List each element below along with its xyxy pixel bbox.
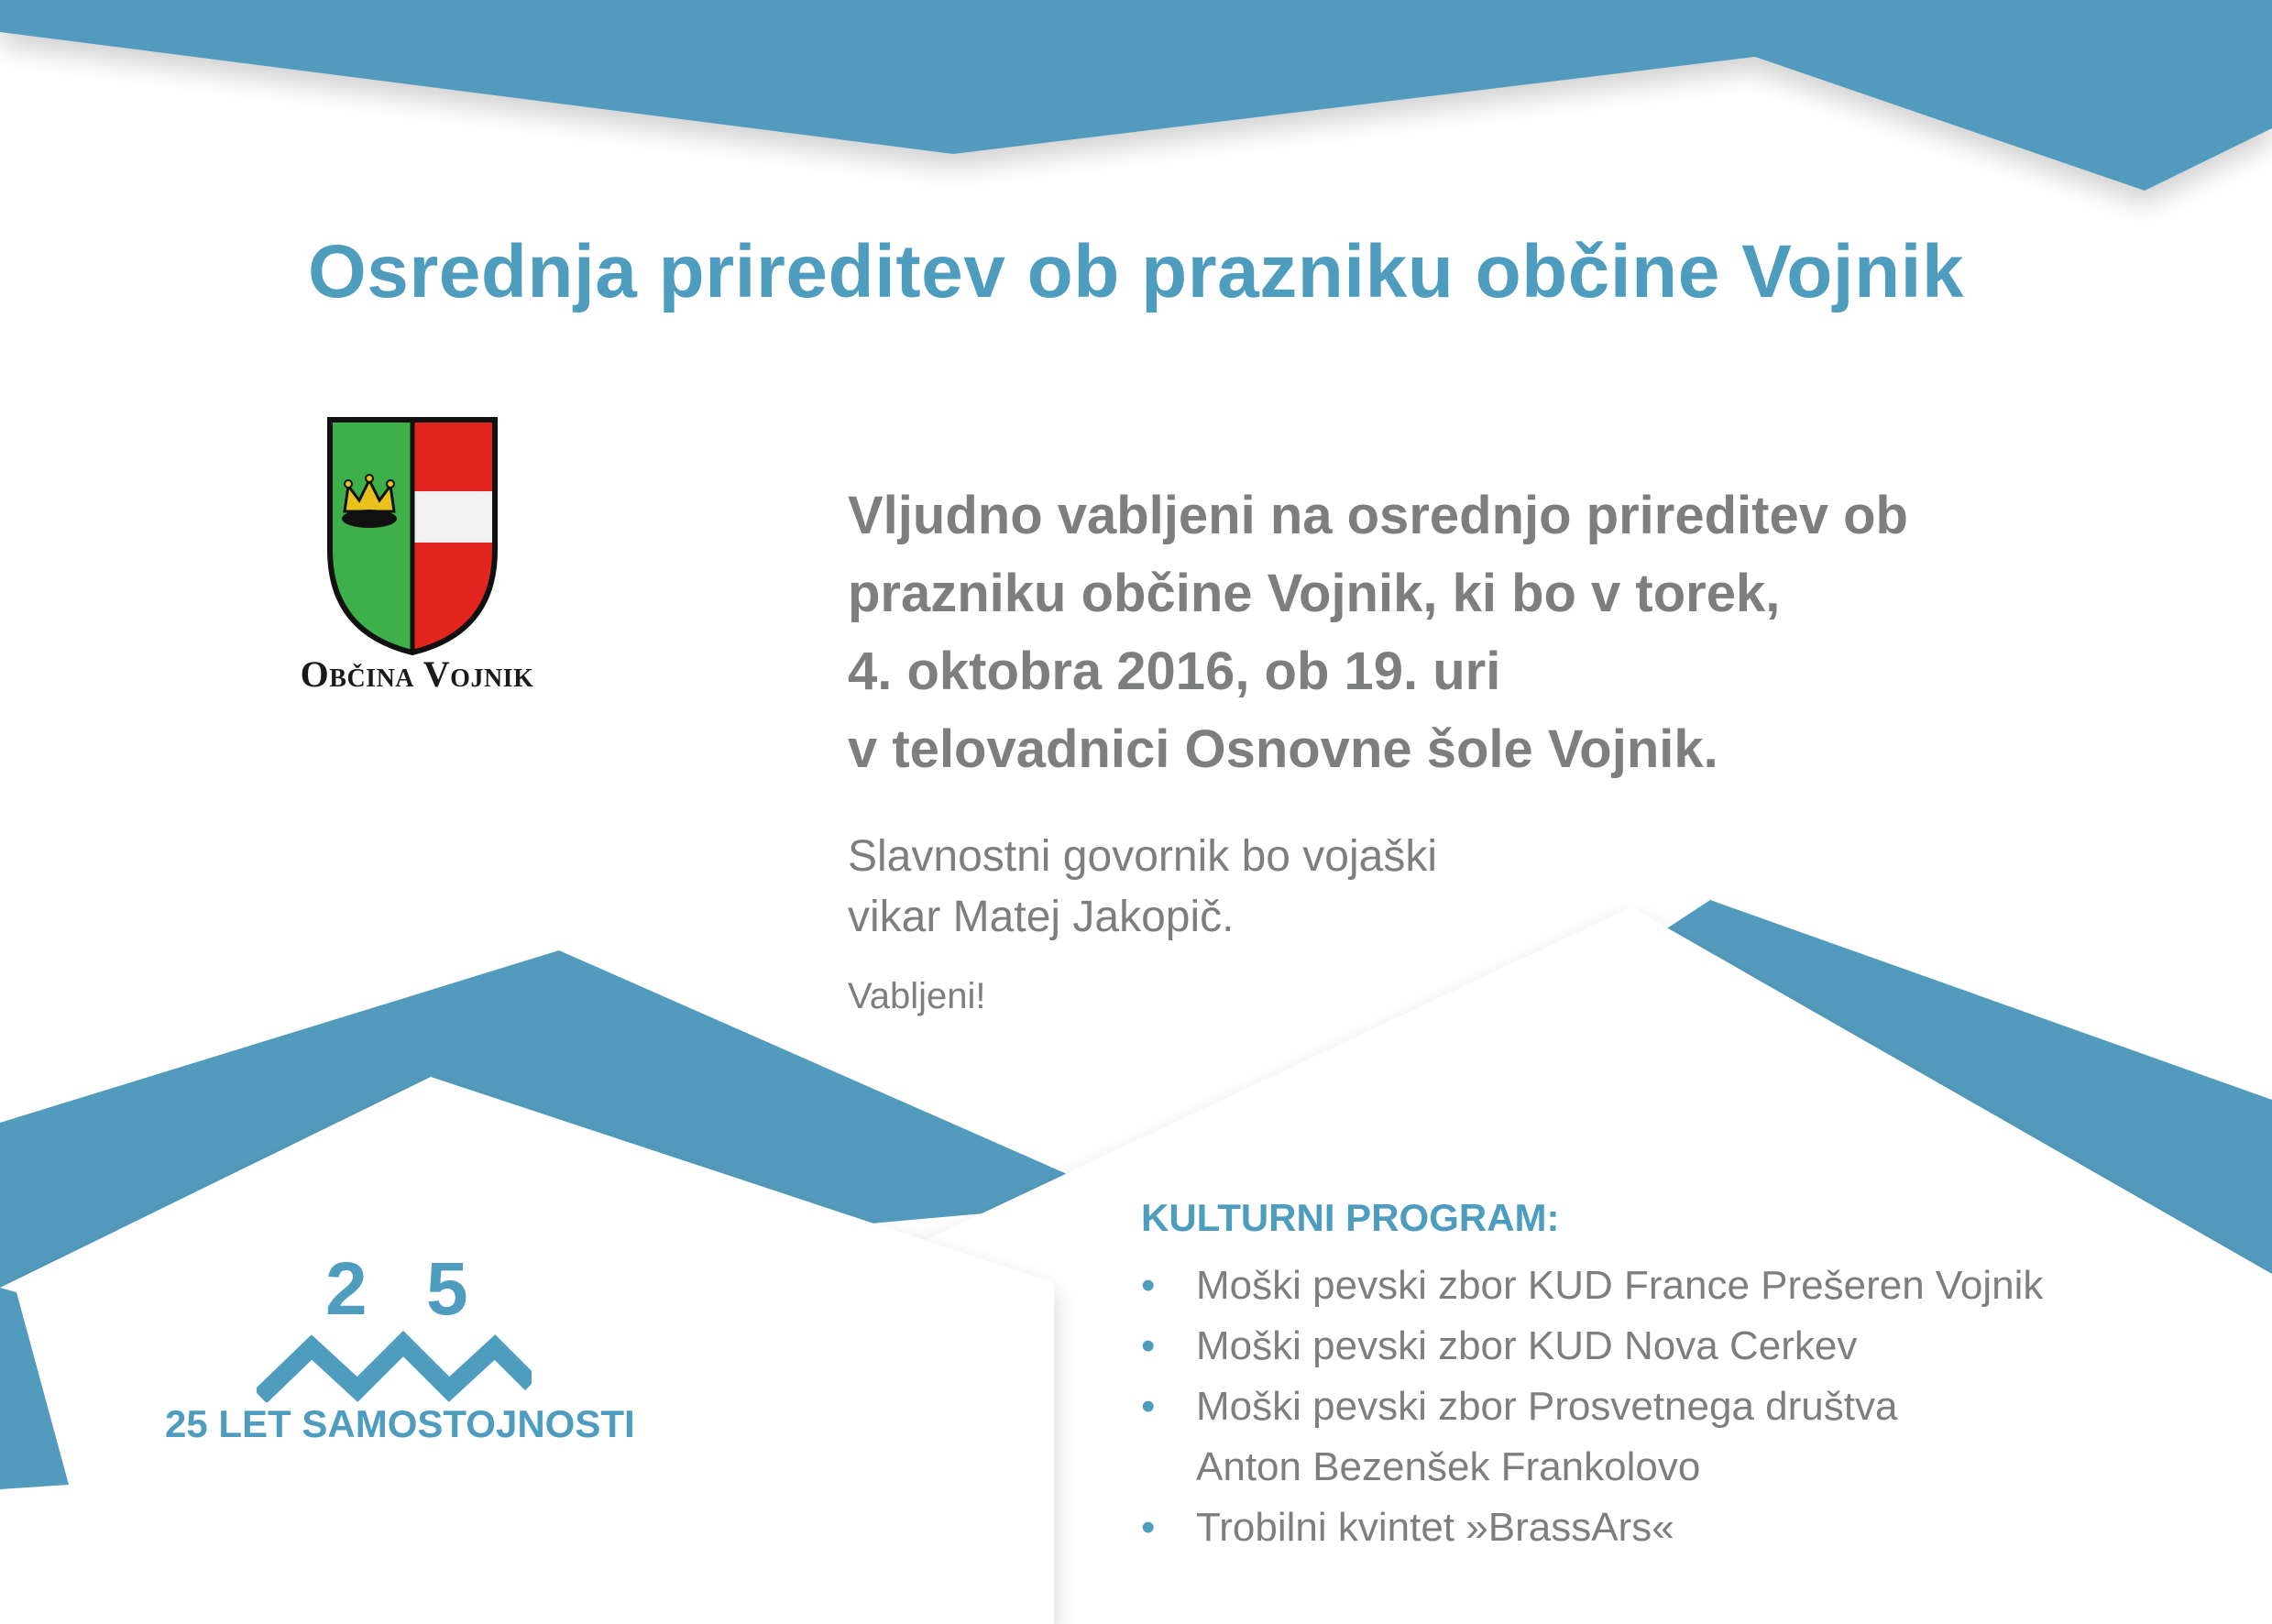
- bullet-icon: •: [1141, 1323, 1156, 1368]
- invitation-line: prazniku občine Vojnik, ki bo v torek,: [848, 564, 1781, 623]
- bullet-icon: •: [1141, 1263, 1156, 1308]
- speaker-line: vikar Matej Jakopič.: [848, 893, 1235, 941]
- program-item-line: Moški pevski zbor KUD Nova Cerkev: [1196, 1323, 1858, 1368]
- invitation-line: 4. oktobra 2016, ob 19. uri: [848, 642, 1501, 701]
- badge-digit-right: 5: [426, 1247, 468, 1331]
- program-item: [1141, 1498, 2241, 1558]
- invitation-line: Vljudno vabljeni na osrednjo prireditev ob: [848, 486, 1908, 545]
- coat-of-arms-icon: [266, 412, 559, 660]
- program-item-line: Moški pevski zbor KUD France Prešeren Vojnik: [1196, 1263, 2044, 1308]
- speaker-line: Slavnostni govornik bo vojaški: [848, 832, 1438, 881]
- crown-icon: [342, 475, 397, 528]
- program-item-line: Anton Bezenšek Frankolovo: [1196, 1444, 1701, 1489]
- program-item-line: Trobilni kvintet »BrassArs«: [1196, 1505, 1674, 1550]
- program-item: [1141, 1316, 2241, 1377]
- program-list: [1141, 1256, 2241, 1558]
- page-title: Osrednja prireditev ob prazniku občine Vojnik: [307, 230, 1965, 313]
- welcome-text: Vabljeni!: [848, 976, 986, 1016]
- invitation-line: v telovadnici Osnovne šole Vojnik.: [848, 719, 1718, 779]
- invitation-text: [848, 477, 2149, 788]
- program-item-line: Moški pevski zbor Prosvetnega društva: [1196, 1384, 1898, 1429]
- program-item: [1141, 1377, 2241, 1498]
- bullet-icon: •: [1141, 1505, 1156, 1550]
- bullet-icon: •: [1141, 1384, 1156, 1429]
- badge-digit-left: 2: [325, 1247, 368, 1331]
- speaker-text: [848, 827, 1437, 948]
- badge-caption: 25 LET SAMOSTOJNOSTI: [165, 1402, 635, 1445]
- top-band-shape: [0, 0, 2272, 191]
- anniversary-badge: [165, 1246, 642, 1457]
- program-item: [1141, 1256, 2241, 1316]
- program-heading: KULTURNI PROGRAM:: [1141, 1196, 1560, 1239]
- mountains-icon: [257, 1329, 532, 1402]
- logo-caption: Občina Vojnik: [300, 653, 534, 695]
